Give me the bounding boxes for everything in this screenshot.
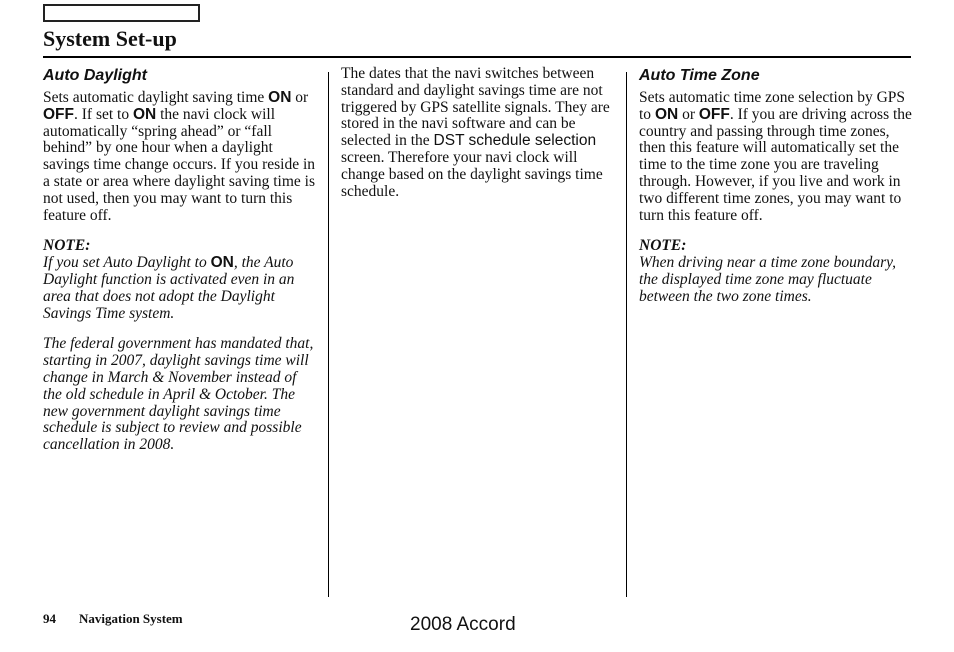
title-divider bbox=[43, 56, 911, 58]
off-keyword: OFF bbox=[698, 105, 730, 123]
text-run: the navi clock will automatically “spring ahead” or “fall behind” by one hour when a daylight savings time change occurs. If you reside in a state or area where daylight saving time is not used, then you may want to turn this feature off. bbox=[43, 105, 316, 224]
column-divider bbox=[626, 72, 627, 597]
text-run: Sets automatic daylight saving time bbox=[43, 89, 269, 106]
on-keyword: ON bbox=[268, 89, 292, 106]
text-run: . If set to bbox=[74, 105, 133, 123]
auto-time-zone-note: When driving near a time zone boundary, the displayed time zone may fluctuate between the two zone times. bbox=[639, 254, 897, 305]
on-keyword: ON bbox=[654, 105, 679, 123]
column-divider bbox=[328, 72, 329, 597]
auto-daylight-description bbox=[43, 90, 318, 224]
page-number: 94 bbox=[43, 611, 56, 626]
page-title: System Set-up bbox=[43, 26, 177, 51]
text-run: . If you are driving across the country and passing through time zones, then this feature will automatically set the time to the time zone you are traveling through. However, if you live and work in two different time zones, you may want to turn this feature off. bbox=[639, 105, 912, 224]
text-run: or bbox=[678, 105, 699, 123]
on-keyword: ON bbox=[132, 105, 157, 123]
note-label: NOTE: bbox=[639, 237, 687, 255]
text-run: or bbox=[291, 89, 309, 106]
heading-auto-time-zone: Auto Time Zone bbox=[639, 67, 760, 84]
text-run: screen. Therefore your navi clock will change based on the daylight savings time schedule. bbox=[341, 148, 603, 200]
federal-schedule-note: The federal government has mandated that, starting in 2007, daylight savings time will change in March & November instead of the old schedule in April & October. The new government daylight savings time schedule is subject to review and possible cancellation in 2008. bbox=[43, 335, 314, 454]
off-keyword: OFF bbox=[43, 105, 74, 123]
heading-auto-daylight: Auto Daylight bbox=[43, 67, 147, 84]
auto-daylight-note bbox=[43, 255, 318, 322]
column-dst-info bbox=[341, 66, 616, 200]
dst-schedule-description bbox=[341, 66, 616, 200]
footer-model-name: 2008 Accord bbox=[410, 614, 516, 635]
text-run: , the Auto Daylight function is activated even in an area that does not adopt the Daylight Savings Time system. bbox=[43, 254, 295, 322]
dst-schedule-selection-label: DST schedule selection bbox=[433, 132, 597, 150]
footer-section-name: Navigation System bbox=[79, 611, 183, 626]
text-run: If you set Auto Daylight to bbox=[43, 254, 211, 272]
text-run: Sets automatic time zone selection by GPS to bbox=[639, 89, 906, 123]
text-run: The dates that the navi switches between standard and daylight savings time are not triggered by GPS satellite signals. They are stored in the navi software and can be selected in the bbox=[341, 65, 610, 150]
on-keyword: ON bbox=[210, 254, 234, 272]
column-auto-daylight bbox=[43, 66, 318, 454]
section-tab-box bbox=[43, 4, 200, 22]
column-auto-time-zone bbox=[639, 66, 914, 306]
note-label: NOTE: bbox=[43, 237, 91, 255]
auto-time-zone-description bbox=[639, 90, 914, 224]
